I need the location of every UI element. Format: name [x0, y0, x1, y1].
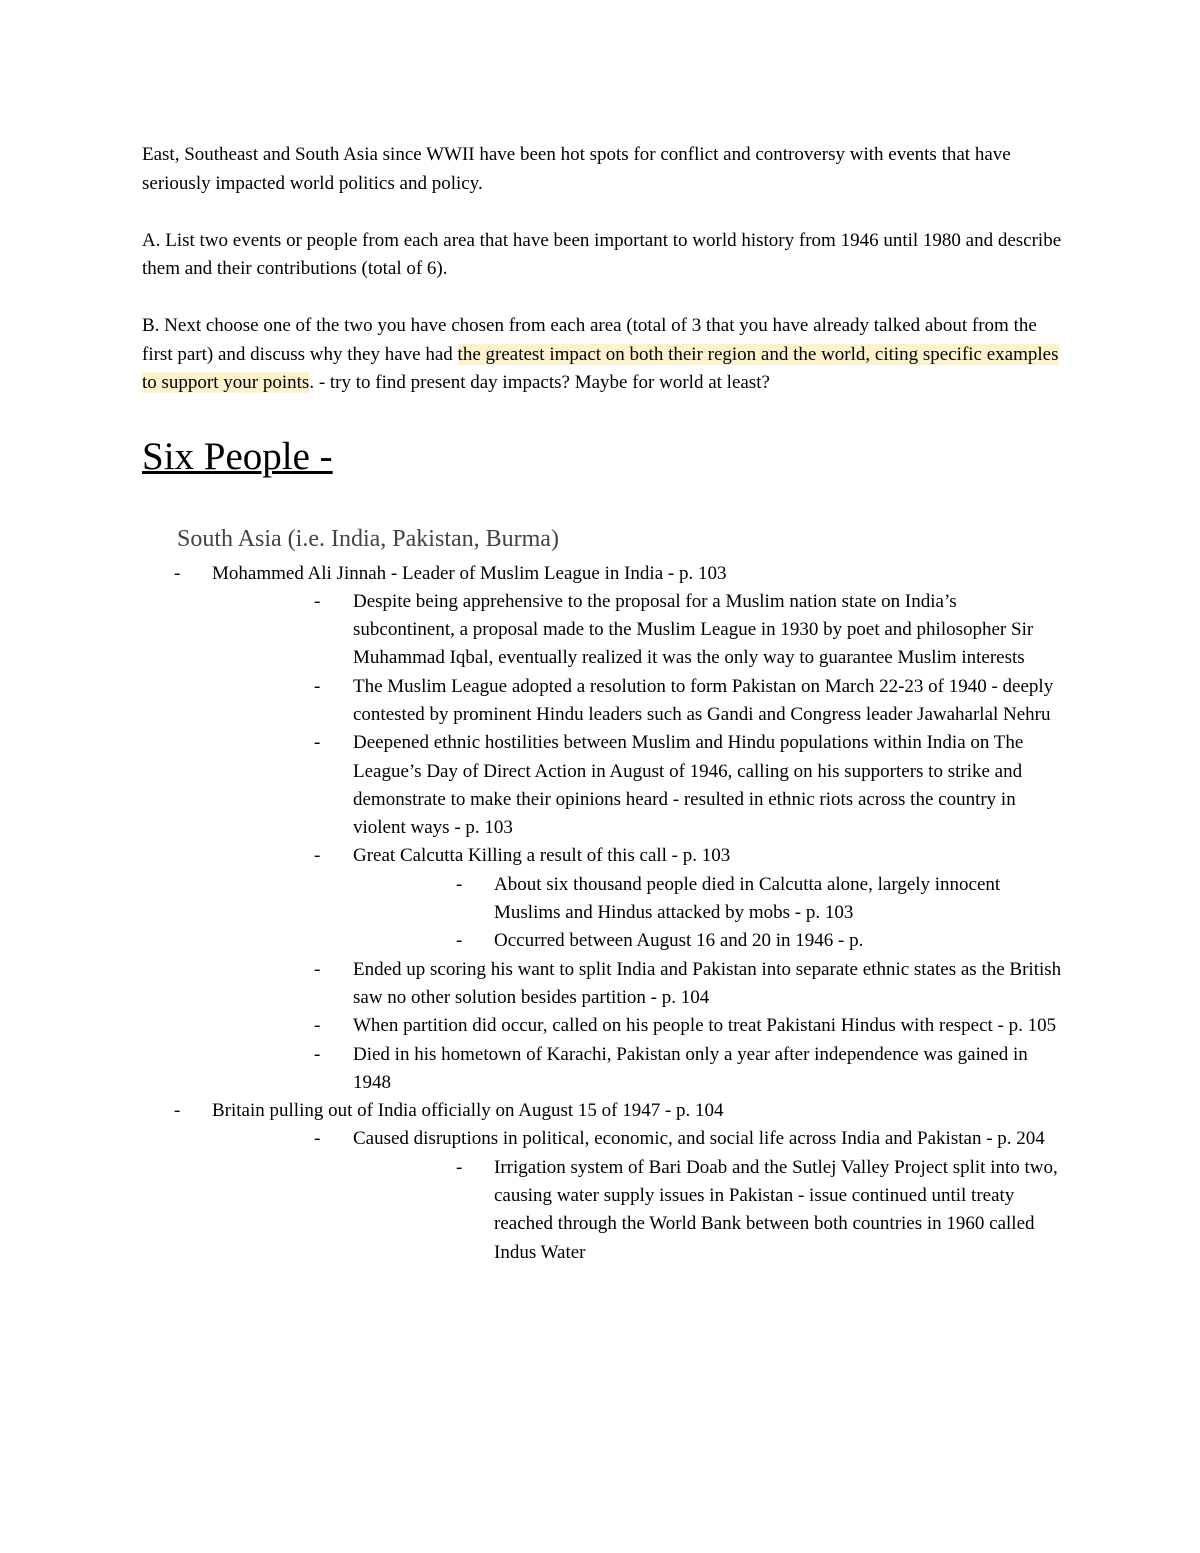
task-b-paragraph: [142, 312, 1062, 398]
list-item: [282, 1125, 1062, 1266]
list-item: [282, 956, 1062, 1013]
list-item-text: The Muslim League adopted a resolution to form Pakistan on March 22-23 of 1940 - deeply contested by prominent Hindu leaders such as Gandi and Congress leader Jawaharlal Nehru: [353, 675, 1054, 725]
list-item-text: When partition did occur, called on his people to treat Pakistani Hindus with respect - p. 105: [353, 1015, 1057, 1037]
list-item-text: Irrigation system of Bari Doab and the Sutlej Valley Project split into two, causing water supply issues in Pakistan - issue continued until treaty reached through the World Bank between both countries in 1960 called Indus Water: [494, 1156, 1058, 1263]
document-page: [142, 141, 1062, 1267]
list-item-text: Caused disruptions in political, economic, and social life across India and Pakistan - p. 204: [353, 1128, 1045, 1150]
list-item: [282, 1012, 1062, 1040]
list-item-text: About six thousand people died in Calcutta alone, largely innocent Muslims and Hindus attacked by mobs - p. 103: [494, 873, 1001, 924]
dash-bullet: -: [314, 845, 321, 867]
dash-bullet: -: [314, 1128, 321, 1150]
list-item-text: Deepened ethnic hostilities between Muslim and Hindu populations within India on The League’s Day of Direct Action in August of 1946, calling on his supporters to strike and demonstrate to make their opinions heard - resulted in ethnic riots across the country in violent ways - p. 103: [353, 732, 1024, 839]
list-item-text: Despite being apprehensive to the proposal for a Muslim nation state on India’s subcontinent, a proposal made to the Muslim League in 1930 by poet and philosopher Sir Muhammad Iqbal, eventually realized it was the only way to guarantee Muslim interests: [353, 590, 1034, 669]
list-item-text: Great Calcutta Killing a result of this call - p. 103: [353, 845, 731, 867]
dash-bullet: -: [314, 590, 321, 612]
dash-bullet: -: [174, 1100, 181, 1122]
list-item: [282, 588, 1062, 673]
sub-list: [282, 1125, 1062, 1266]
dash-bullet: -: [314, 1015, 321, 1037]
task-b-text-start: B. Next choose one of the two you have chosen from each area (total of 3 that you have already talked about from the first part) and discuss why they have had: [142, 315, 1037, 365]
dash-bullet: -: [314, 675, 321, 697]
list-item: [142, 560, 1062, 1098]
list-item: [424, 871, 1062, 928]
intro-paragraph: East, Southeast and South Asia since WWII have been hot spots for conflict and controversy with events that have seriously impacted world politics and policy.: [142, 144, 1011, 194]
list-item: [424, 1154, 1062, 1267]
dash-bullet: -: [314, 1043, 321, 1065]
list-item: [282, 1041, 1062, 1098]
list-item-text: Died in his hometown of Karachi, Pakistan only a year after independence was gained in 1948: [353, 1043, 1028, 1093]
list-item: [282, 673, 1062, 730]
highlighted-text: the greatest impact on both their region and the world, citing specific examples to support your points: [142, 343, 1059, 393]
task-a-paragraph: A. List two events or people from each area that have been important to world history from 1946 until 1980 and describe them and their contributions (total of 6).: [142, 229, 1062, 279]
dash-bullet: -: [456, 930, 463, 952]
list-item: [142, 1097, 1062, 1267]
sub-sub-list: [424, 1154, 1062, 1267]
list-item: [424, 927, 1062, 955]
list-item-text: Occurred between August 16 and 20 in 1946 - p.: [494, 930, 864, 952]
list-item: [282, 842, 1062, 955]
sub-sub-list: [424, 871, 1062, 956]
dash-bullet: -: [174, 562, 181, 584]
section-heading: South Asia (i.e. India, Pakistan, Burma): [177, 525, 559, 552]
dash-bullet: -: [314, 958, 321, 980]
dash-bullet: -: [456, 1156, 463, 1178]
list-item: [282, 729, 1062, 842]
task-b-text-end: . - try to find present day impacts? Maybe for world at least?: [309, 372, 770, 393]
document-title: Six People -: [142, 434, 333, 478]
list-item-text: Ended up scoring his want to split India and Pakistan into separate ethnic states as the British saw no other solution besides partition - p. 104: [353, 958, 1062, 1008]
sub-list: [282, 588, 1062, 1097]
dash-bullet: -: [456, 873, 463, 895]
bullet-list: [142, 560, 1062, 1267]
dash-bullet: -: [314, 732, 321, 754]
list-item-text: Britain pulling out of India officially on August 15 of 1947 - p. 104: [212, 1100, 724, 1122]
list-item-text: Mohammed Ali Jinnah - Leader of Muslim League in India - p. 103: [212, 562, 727, 584]
